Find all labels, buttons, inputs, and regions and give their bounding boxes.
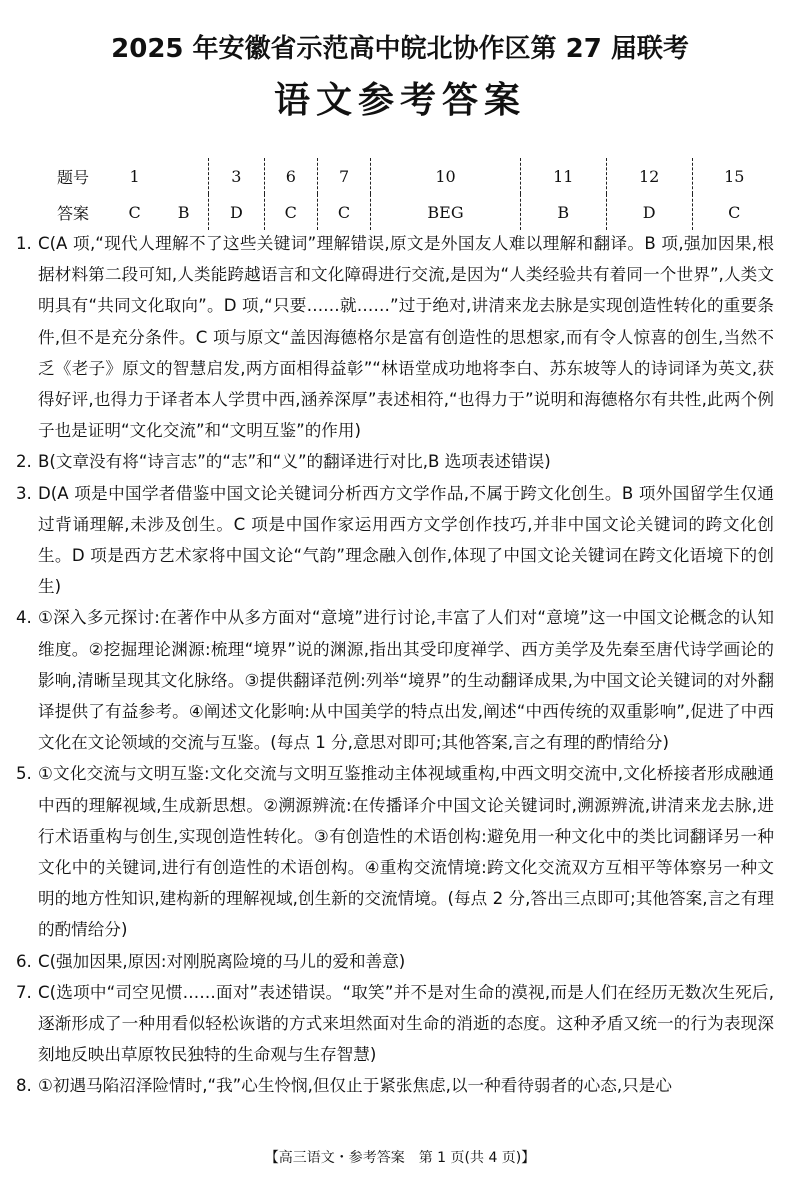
question-number: 12: [606, 158, 692, 194]
answer-row: [36, 194, 776, 230]
item-text: C(选项中“司空见惯……面对”表述错误。“取笑”并不是对生命的漠视,而是人们在经历无数次生死后,逐渐形成了一种用看似轻松诙谐的方式来坦然面对生命的消逝的态度。这种矛盾又统一的行为表现深刻地反映出草原牧民独特的生命观与生存智慧): [38, 982, 774, 1065]
answer-cell: B: [520, 194, 606, 230]
answer-cell: C: [264, 194, 317, 230]
answer-cell: D: [209, 194, 265, 230]
answer-item-5: [16, 758, 774, 945]
answer-cell: C: [317, 194, 370, 230]
question-number: 15: [692, 158, 776, 194]
item-text: C(强加因果,原因:对刚脱离险境的马儿的爱和善意): [38, 951, 406, 971]
answer-item-4: [16, 602, 774, 758]
item-number: 8.: [16, 1076, 32, 1096]
question-number: 3: [209, 158, 265, 194]
question-number: 10: [371, 158, 521, 194]
item-text: C(A 项,“现代人理解不了这些关键词”理解错误,原文是外国友人难以理解和翻译。B 项,强加因果,根据材料第二段可知,人类能跨越语言和文化障碍进行交流,是因为“人类经验共有着同一个世界”,人类文明具有“共同文化取向”。D 项,“只要……就……”过于绝对,讲清来龙去脉是实现创造性转化的重要条件,但不是充分条件。C 项与原文“盖因海德格尔是富有创造性的思想家,而有令人惊喜的创生,当然不乏《老子》原文的智慧启发,两方面相得益彰”“林语堂成功地将李白、苏东坡等人的诗词译为英文,获得好评,也得力于译者本人学贯中西,涵养深厚”表述相符,“也得力于”说明和海德格尔有共性,此两个例子也是证明“文化交流”和“文明互鉴”的作用): [38, 234, 774, 441]
item-number: 2.: [16, 452, 32, 472]
item-number: 5.: [16, 764, 32, 784]
item-text: D(A 项是中国学者借鉴中国文论关键词分析西方文学作品,不属于跨文化创生。B 项外国留学生仅通过背诵理解,未涉及创生。C 项是中国作家运用西方文学创作技巧,并非中国文论关键词的跨文化创生。D 项是西方艺术家将中国文论“气韵”理念融入创作,体现了中国文论关键词在跨文化语境下的创生): [38, 483, 774, 597]
exam-title: 2025 年安徽省示范高中皖北协作区第 27 届联考: [111, 34, 689, 64]
page-footer: 【高三语文・参考答案 第 1 页(共 4 页)】: [264, 1150, 536, 1166]
answer-cell: BEG: [371, 194, 521, 230]
item-text: ①文化交流与文明互鉴:文化交流与文明互鉴推动主体视域重构,中西文明交流中,文化桥接者形成融通中西的理解视域,生成新思想。②溯源辨流:在传播译介中国文论关键词时,溯源辨流,讲清来龙去脉,进行术语重构与创生,实现创造性转化。③有创造性的术语创构:避免用一种文化中的类比词翻译另一种文化中的关键词,进行有创造性的术语创构。④重构交流情境:跨文化交流双方互相平等体察另一种文明的地方性知识,建构新的理解视域,创生新的交流情境。(每点 2 分,答出三点即可;其他答案,言之有理的酌情给分): [38, 764, 774, 940]
answer-item-7: [16, 977, 774, 1071]
question-number-row: [36, 158, 776, 194]
question-number: 7: [317, 158, 370, 194]
answer-table: [36, 158, 776, 230]
answer-item-8: [16, 1070, 774, 1101]
answer-cell: C: [692, 194, 776, 230]
row-label-answer: 答案: [56, 203, 89, 223]
item-text: ①深入多元探讨:在著作中从多方面对“意境”进行讨论,丰富了人们对“意境”这一中国文论概念的认知维度。②挖掘理论渊源:梳理“境界”说的渊源,指出其受印度禅学、西方美学及先秦至唐代诗学画论的影响,清晰呈现其文化脉络。③提供翻译范例:列举“境界”的生动翻译成果,为中国文论关键词的对外翻译提供了有益参考。④阐述文化影响:从中国美学的特点出发,阐述“中西传统的双重影响”,促进了中西文化在文论领域的交流与互鉴。(每点 1 分,意思对即可;其他答案,言之有理的酌情给分): [38, 608, 774, 753]
item-number: 7.: [16, 982, 32, 1002]
page-title: 语文参考答案: [273, 80, 526, 121]
question-number: 11: [520, 158, 606, 194]
item-text: B(文章没有将“诗言志”的“志”和“义”的翻译进行对比,B 选项表述错误): [38, 452, 551, 472]
answer-item-2: [16, 446, 774, 477]
answer-item-3: [16, 478, 774, 603]
answer-item-1: [16, 228, 774, 446]
answer-cell: C: [128, 202, 141, 222]
answer-cell: B: [177, 202, 190, 222]
answer-cell: D: [606, 194, 692, 230]
item-number: 6.: [16, 951, 32, 971]
item-number: 1.: [16, 234, 32, 253]
question-number: 1: [129, 166, 140, 186]
item-number: 3.: [16, 483, 32, 503]
answer-explanations: [16, 228, 774, 1102]
question-number: [159, 158, 208, 194]
answer-item-6: [16, 946, 774, 977]
item-number: 4.: [16, 608, 32, 628]
question-number: 6: [264, 158, 317, 194]
item-text: ①初遇马陷沼泽险情时,“我”心生怜悯,但仅止于紧张焦虑,以一种看待弱者的心态,只是心: [38, 1076, 672, 1096]
row-label-question: 题号: [56, 167, 89, 187]
